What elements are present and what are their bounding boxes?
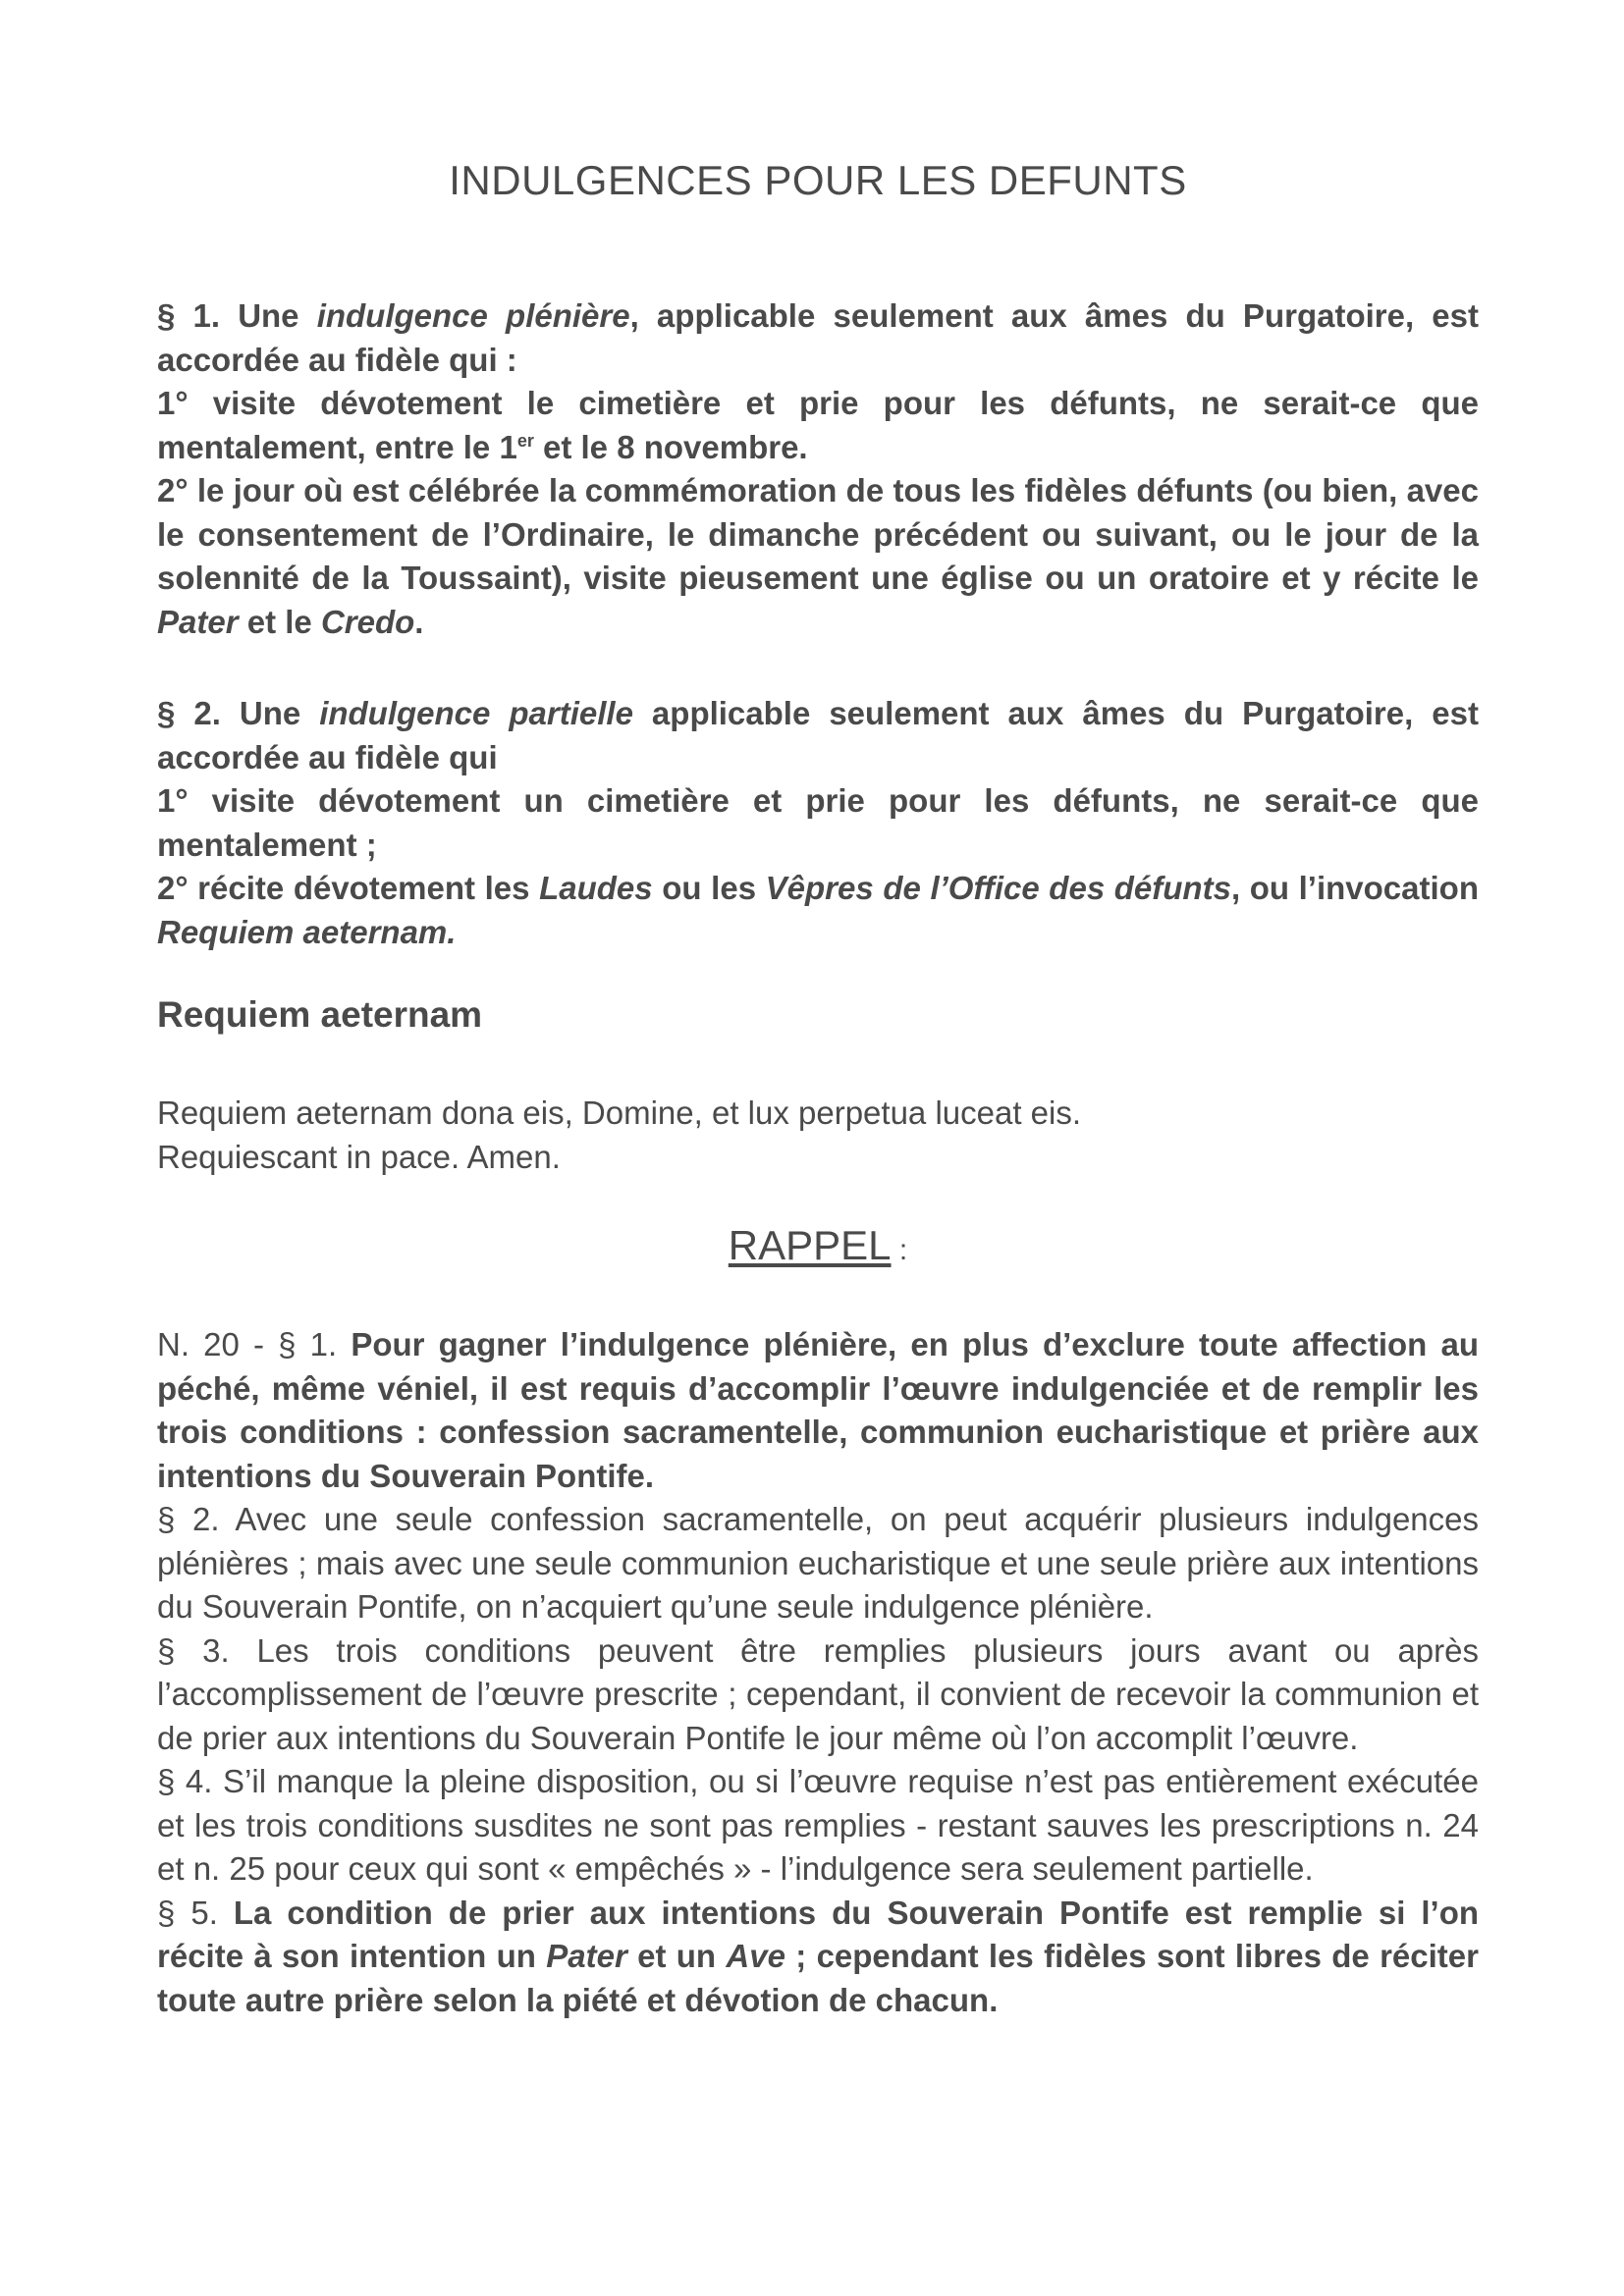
- requiem-prayer: [157, 1092, 1081, 1179]
- section-1-item-2: [157, 469, 1479, 644]
- rappel-s4: § 4. S’il manque la pleine disposition, ou si l’œuvre requise n’est pas entièrement exécutée et les trois conditions susdites ne sont pas remplies - restant sauves les prescriptions n. 24 et n. 25 pour ceux qui sont « empêchés » - l’indulgence sera seulement partielle.: [157, 1763, 1479, 1887]
- text-span: La condition de prier aux intentions du Souverain Pontife est remplie si l’on récite à son intention un: [157, 1894, 1480, 1974]
- rappel-title-colon: :: [891, 1234, 908, 1266]
- rappel-s3: § 3. Les trois conditions peuvent être remplies plusieurs jours avant ou après l’accomplissement de l’œuvre prescrite ; cependant, il convient de recevoir la communion et de prier aux intentions du Souverain Pontife le jour même où l’on accomplit l’œuvre.: [157, 1631, 1479, 1756]
- emphasis: Laudes: [539, 870, 653, 906]
- text-span: 2° le jour où est célébrée la commémoration de tous les fidèles défunts (ou bien, avec le consentement de l’Ordinaire, le dimanche précédent ou suivant, ou le jour de la solennité de la Toussaint), visite pieusement une église ou un oratoire et y récite le: [157, 472, 1479, 596]
- emphasis: Ave: [726, 1938, 785, 1974]
- rappel-s5: [157, 1892, 1479, 2023]
- text-span: § 5.: [157, 1894, 234, 1931]
- text-span: N. 20 - § 1.: [157, 1326, 352, 1362]
- section-1-intro: [157, 294, 1479, 382]
- section-2-item-2: [157, 867, 1479, 954]
- text-span: .: [414, 603, 424, 640]
- text-span: et le 8 novembre.: [533, 428, 808, 465]
- text-span: ; cependant les fidèles sont libres de réciter toute autre prière selon la piété et dévotion de chacun.: [157, 1938, 1479, 2018]
- emphasis: Vêpres de l’Office des défunts: [765, 870, 1231, 906]
- section-2-item-1: 1° visite dévotement un cimetière et prie pour les défunts, ne serait-ce que mentalement ;: [157, 782, 1479, 863]
- emphasis: Pater: [157, 603, 239, 640]
- emphasis: Requiem aeternam.: [157, 913, 457, 950]
- rappel-s2: § 2. Avec une seule confession sacramentelle, on peut acquérir plusieurs indulgences plénières ; mais avec une seule communion eucharistique et une seule prière aux intentions du Souverain Pontife, on n’acquiert qu’une seule indulgence plénière.: [157, 1501, 1479, 1625]
- text-span: § 1. Une: [157, 297, 317, 334]
- rappel-title-word: RAPPEL: [728, 1222, 892, 1268]
- rappel-heading: [157, 1222, 1479, 1269]
- prayer-line-1: Requiem aeternam dona eis, Domine, et lux perpetua luceat eis.: [157, 1095, 1082, 1131]
- section-1-item-1: [157, 382, 1479, 469]
- requiem-heading: Requiem aeternam: [157, 994, 483, 1035]
- text-span: , applicable seulement aux âmes du Purgatoire, est accordée au fidèle qui :: [157, 297, 1479, 378]
- bold-text: Pour gagner l’indulgence plénière, en plus d’exclure toute affection au péché, même véniel, il est requis d’accomplir l’œuvre indulgenciée et de remplir les trois conditions : confession sacramentelle, communion eucharistique et prière aux intentions du Souverain Pontife.: [157, 1326, 1479, 1494]
- text-span: , ou l’invocation: [1230, 870, 1479, 906]
- section-1: [157, 294, 1479, 644]
- text-span: applicable seulement aux âmes du Purgatoire, est accordée au fidèle qui: [157, 695, 1479, 775]
- text-span: 2° récite dévotement les: [157, 870, 540, 906]
- section-2: [157, 692, 1479, 954]
- section-2-intro: [157, 692, 1479, 779]
- document-title: INDULGENCES POUR LES DEFUNTS: [449, 157, 1187, 203]
- text-span: § 2. Une: [157, 695, 320, 731]
- superscript: er: [516, 430, 534, 451]
- text-span: et un: [626, 1938, 727, 1974]
- text-span: ou les: [652, 870, 766, 906]
- emphasis: Credo: [320, 603, 415, 640]
- text-span: 1° visite dévotement le cimetière et prie pour les défunts, ne serait-ce que mentalement, entre le 1: [157, 385, 1479, 465]
- rappel-section: [157, 1323, 1479, 2022]
- emphasis: indulgence plénière: [316, 297, 630, 334]
- prayer-line-2: Requiescant in pace. Amen.: [157, 1138, 561, 1175]
- rappel-n20: [157, 1323, 1479, 1498]
- text-span: et le: [238, 603, 321, 640]
- emphasis: Pater: [546, 1938, 627, 1974]
- emphasis: indulgence partielle: [319, 695, 633, 731]
